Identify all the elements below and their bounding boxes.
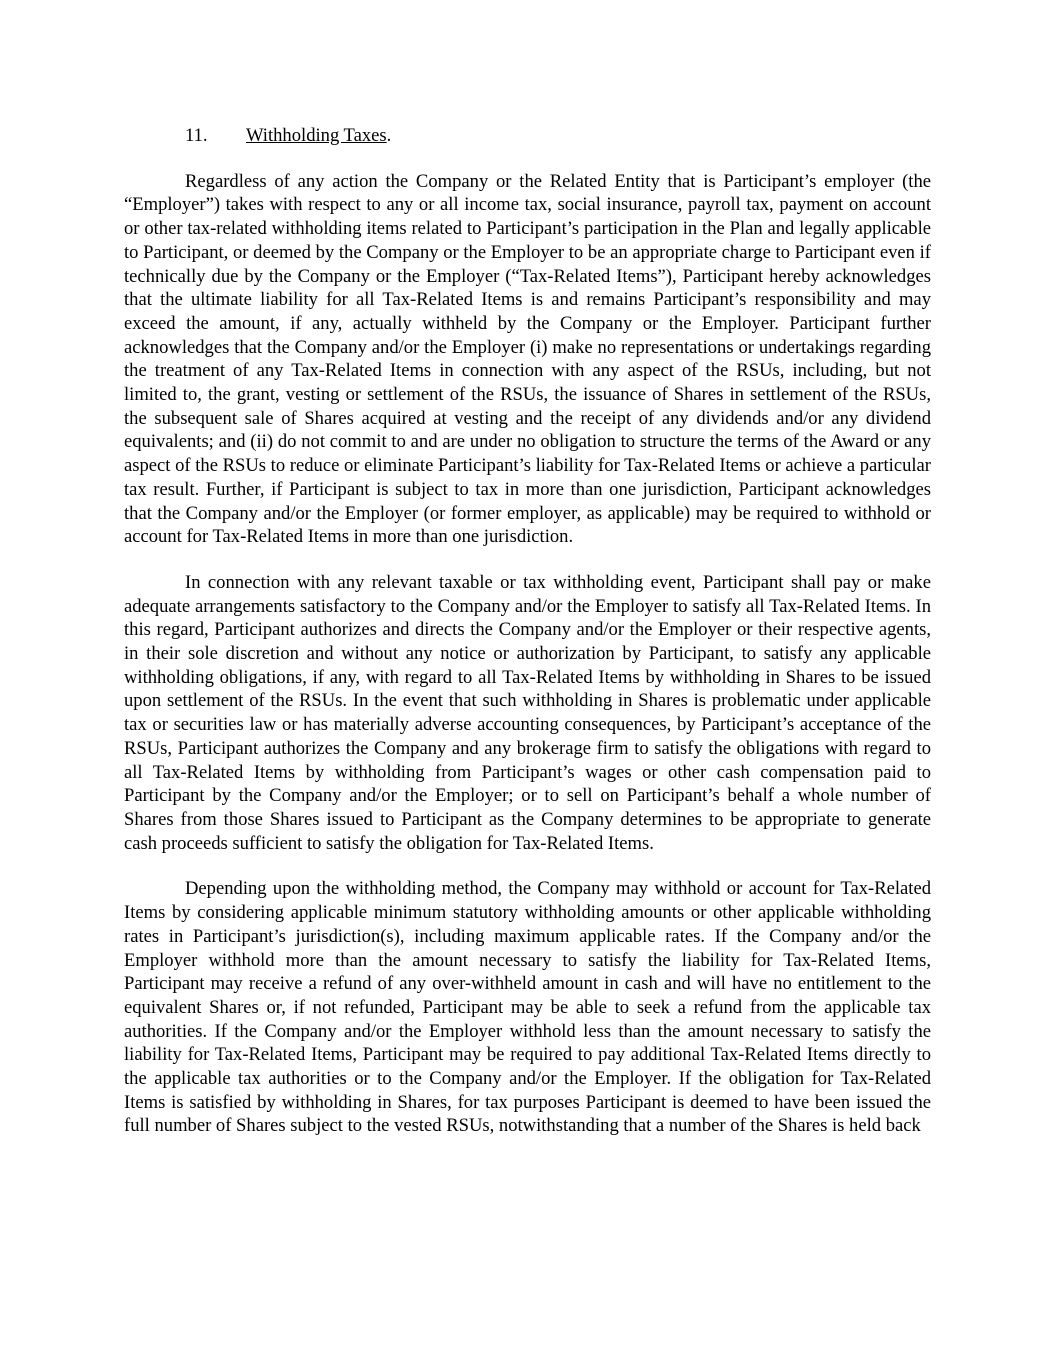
section-number: 11. <box>185 125 208 146</box>
section-heading <box>124 124 931 148</box>
section-title: Withholding Taxes <box>246 125 387 146</box>
document-body <box>124 124 931 1160</box>
paragraph-withholding-method: Depending upon the withholding method, the Company may withhold or account for Tax-Related Items by considering applicable minimum statutory withholding amounts or other applicable withholding rates in Participant’s jurisdiction(s), including maximum applicable rates. If the Company and/or the Employer withhold more than the amount necessary to satisfy the liability for Tax-Related Items, Participant may receive a refund of any over-withheld amount in cash and will have no entitlement to the equivalent Shares or, if not refunded, Participant may be able to seek a refund from the applicable tax authorities. If the Company and/or the Employer withhold less than the amount necessary to satisfy the liability for Tax-Related Items, Participant may be required to pay additional Tax-Related Items directly to the applicable tax authorities or to the Company and/or the Employer. If the obligation for Tax-Related Items is satisfied by withholding in Shares, for tax purposes Participant is deemed to have been issued the full number of Shares subject to the vested RSUs, notwithstanding that a number of the Shares is held back <box>124 878 931 1137</box>
paragraph-tax-liability: Regardless of any action the Company or the Related Entity that is Participant’s employer (the “Employer”) takes with respect to any or all income tax, social insurance, payroll tax, payment on account or other tax-related withholding items related to Participant’s participation in the Plan and legally applicable to Participant, or deemed by the Company or the Employer to be an appropriate charge to Participant even if technically due by the Company or the Employer (“Tax-Related Items”), Participant hereby acknowledges that the ultimate liability for all Tax-Related Items is and remains Participant’s responsibility and may exceed the amount, if any, actually withheld by the Company or the Employer. Participant further acknowledges that the Company and/or the Employer (i) make no representations or undertakings regarding the treatment of any Tax-Related Items in connection with any aspect of the RSUs, including, but not limited to, the grant, vesting or settlement of the RSUs, the issuance of Shares in settlement of the RSUs, the subsequent sale of Shares acquired at vesting and the receipt of any dividends and/or any dividend equivalents; and (ii) do not commit to and are under no obligation to structure the terms of the Award or any aspect of the RSUs to reduce or eliminate Participant’s liability for Tax-Related Items or achieve a particular tax result. Further, if Participant is subject to tax in more than one jurisdiction, Participant acknowledges that the Company and/or the Employer (or former employer, as applicable) may be required to withhold or account for Tax-Related Items in more than one jurisdiction. <box>124 170 931 548</box>
paragraph-withholding-arrangements: In connection with any relevant taxable or tax withholding event, Participant shall pay or make adequate arrangements satisfactory to the Company and/or the Employer to satisfy all Tax-Related Items. In this regard, Participant authorizes and directs the Company and/or the Employer or their respective agents, in their sole discretion and without any notice or authorization by Participant, to satisfy any applicable withholding obligations, if any, with regard to all Tax-Related Items by withholding in Shares to be issued upon settlement of the RSUs. In the event that such withholding in Shares is problematic under applicable tax or securities law or has materially adverse accounting consequences, by Participant’s acceptance of the RSUs, Participant authorizes the Company and any brokerage firm to satisfy the obligations with regard to all Tax-Related Items by withholding from Participant’s wages or other cash compensation paid to Participant by the Company and/or the Employer; or to sell on Participant’s behalf a whole number of Shares from those Shares issued to Participant as the Company determines to be appropriate to generate cash proceeds sufficient to satisfy the obligation for Tax-Related Items. <box>124 571 931 854</box>
section-title-suffix: . <box>386 125 392 146</box>
